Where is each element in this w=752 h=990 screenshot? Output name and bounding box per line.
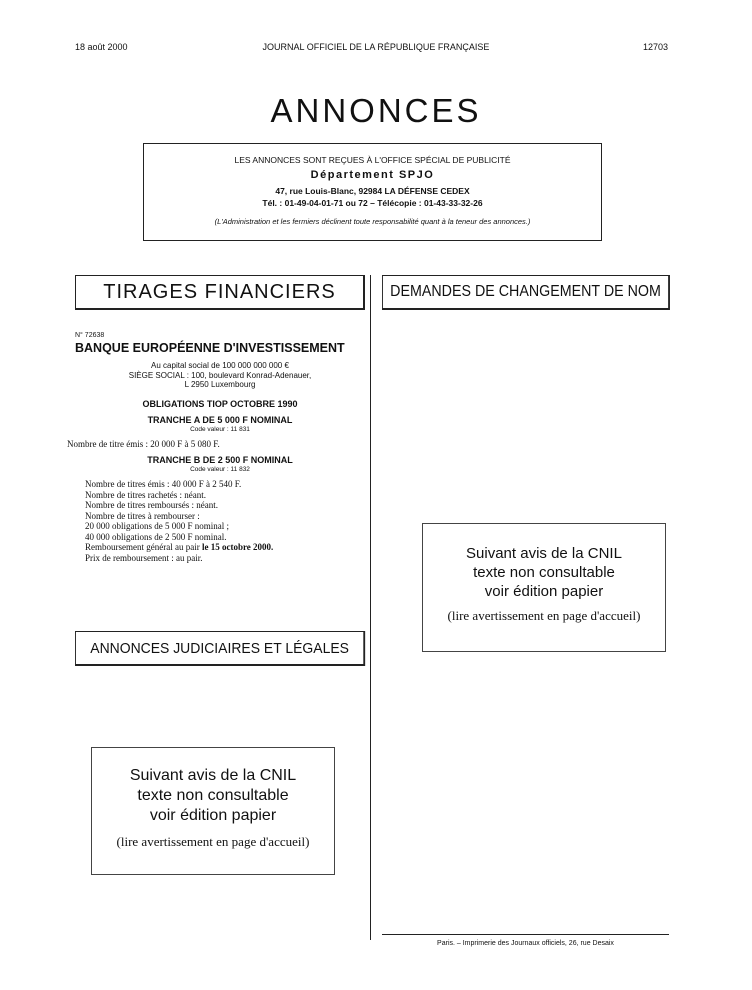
notice-address: 47, rue Louis-Blanc, 92984 LA DÉFENSE CEDEX: [275, 186, 470, 196]
remboursement-prefix: Remboursement général au pair: [85, 542, 202, 552]
announcement-emis-a: Nombre de titre émis : 20 000 F à 5 080 F.: [67, 438, 220, 449]
announcement-siege: SIÈGE SOCIAL : 100, boulevard Konrad-Adenauer,: [128, 370, 312, 380]
header-page-number: 12703: [642, 42, 668, 52]
cnil-notice-left: [91, 747, 335, 875]
detail-line: Nombre de titres à rembourser :: [85, 510, 200, 521]
announcement-number: N° 72638: [75, 332, 105, 339]
announcement-tranche-b: TRANCHE B DE 2 500 F NOMINAL: [147, 455, 293, 465]
column-divider: [370, 275, 371, 940]
section-tirages-financiers: TIRAGES FINANCIERS: [75, 275, 365, 310]
detail-line: 40 000 obligations de 2 500 F nominal.: [85, 531, 227, 542]
cnil-lire: (lire avertissement en page d'accueil): [447, 608, 641, 623]
cnil-line3: voir édition papier: [149, 807, 277, 824]
cnil-line3: voir édition papier: [484, 583, 604, 600]
detail-line: Nombre de titres remboursés : néant.: [85, 500, 218, 510]
notice-disclaimer: (L'Administration et les fermiers déclinent toute responsabilité quant à la teneur des annonces.): [214, 217, 531, 226]
notice-box: [143, 143, 602, 241]
page-title: ANNONCES: [270, 92, 482, 129]
announcement-code-a: Code valeur : 11 831: [190, 425, 250, 433]
announcement-company: BANQUE EUROPÉENNE D'INVESTISSEMENT: [75, 341, 345, 355]
announcement: [67, 332, 365, 563]
remboursement-line: [85, 542, 365, 553]
announcement-tranche-a: TRANCHE A DE 5 000 F NOMINAL: [147, 414, 293, 425]
notice-department: Département SPJO: [310, 169, 435, 181]
cnil-lire: (lire avertissement en page d'accueil): [116, 834, 310, 849]
announcement-city: L 2950 Luxembourg: [184, 380, 256, 389]
cnil-line1: Suivant avis de la CNIL: [466, 545, 622, 562]
detail-line: Nombre de titres rachetés : néant.: [85, 489, 206, 500]
announcement-capital: Au capital social de 100 000 000 000 €: [151, 361, 289, 370]
section-demandes-changement-nom: DEMANDES DE CHANGEMENT DE NOM: [382, 275, 670, 310]
announcement-details-b: [85, 479, 365, 563]
section-annonces-judiciaires: ANNONCES JUDICIAIRES ET LÉGALES: [75, 631, 365, 666]
announcement-code-b: Code valeur : 11 832: [190, 466, 250, 473]
announcement-obligations: OBLIGATIONS TIOP OCTOBRE 1990: [142, 398, 298, 409]
cnil-notice-right: [422, 523, 666, 652]
detail-line: Nombre de titres émis : 40 000 F à 2 540 F.: [85, 479, 242, 489]
notice-phone: Tél. : 01-49-04-01-71 ou 72 – Télécopie : 01-43-33-32-26: [262, 198, 483, 208]
header-journal: JOURNAL OFFICIEL DE LA RÉPUBLIQUE FRANÇAISE: [262, 42, 490, 52]
footer-imprint: Paris. – Imprimerie des Journaux officiels, 26, rue Desaix: [437, 940, 614, 947]
cnil-line1: Suivant avis de la CNIL: [129, 767, 297, 784]
notice-line1: LES ANNONCES SONT REÇUES À L'OFFICE SPÉCIAL DE PUBLICITÉ: [234, 155, 511, 165]
detail-line: 20 000 obligations de 5 000 F nominal ;: [85, 521, 229, 531]
cnil-line2: texte non consultable: [473, 564, 615, 581]
cnil-line2: texte non consultable: [137, 787, 289, 804]
prix-line: Prix de remboursement : au pair.: [85, 552, 203, 563]
remboursement-date: le 15 octobre 2000.: [201, 542, 274, 552]
header-date: 18 août 2000: [75, 42, 128, 52]
footer-rule: [382, 934, 669, 935]
